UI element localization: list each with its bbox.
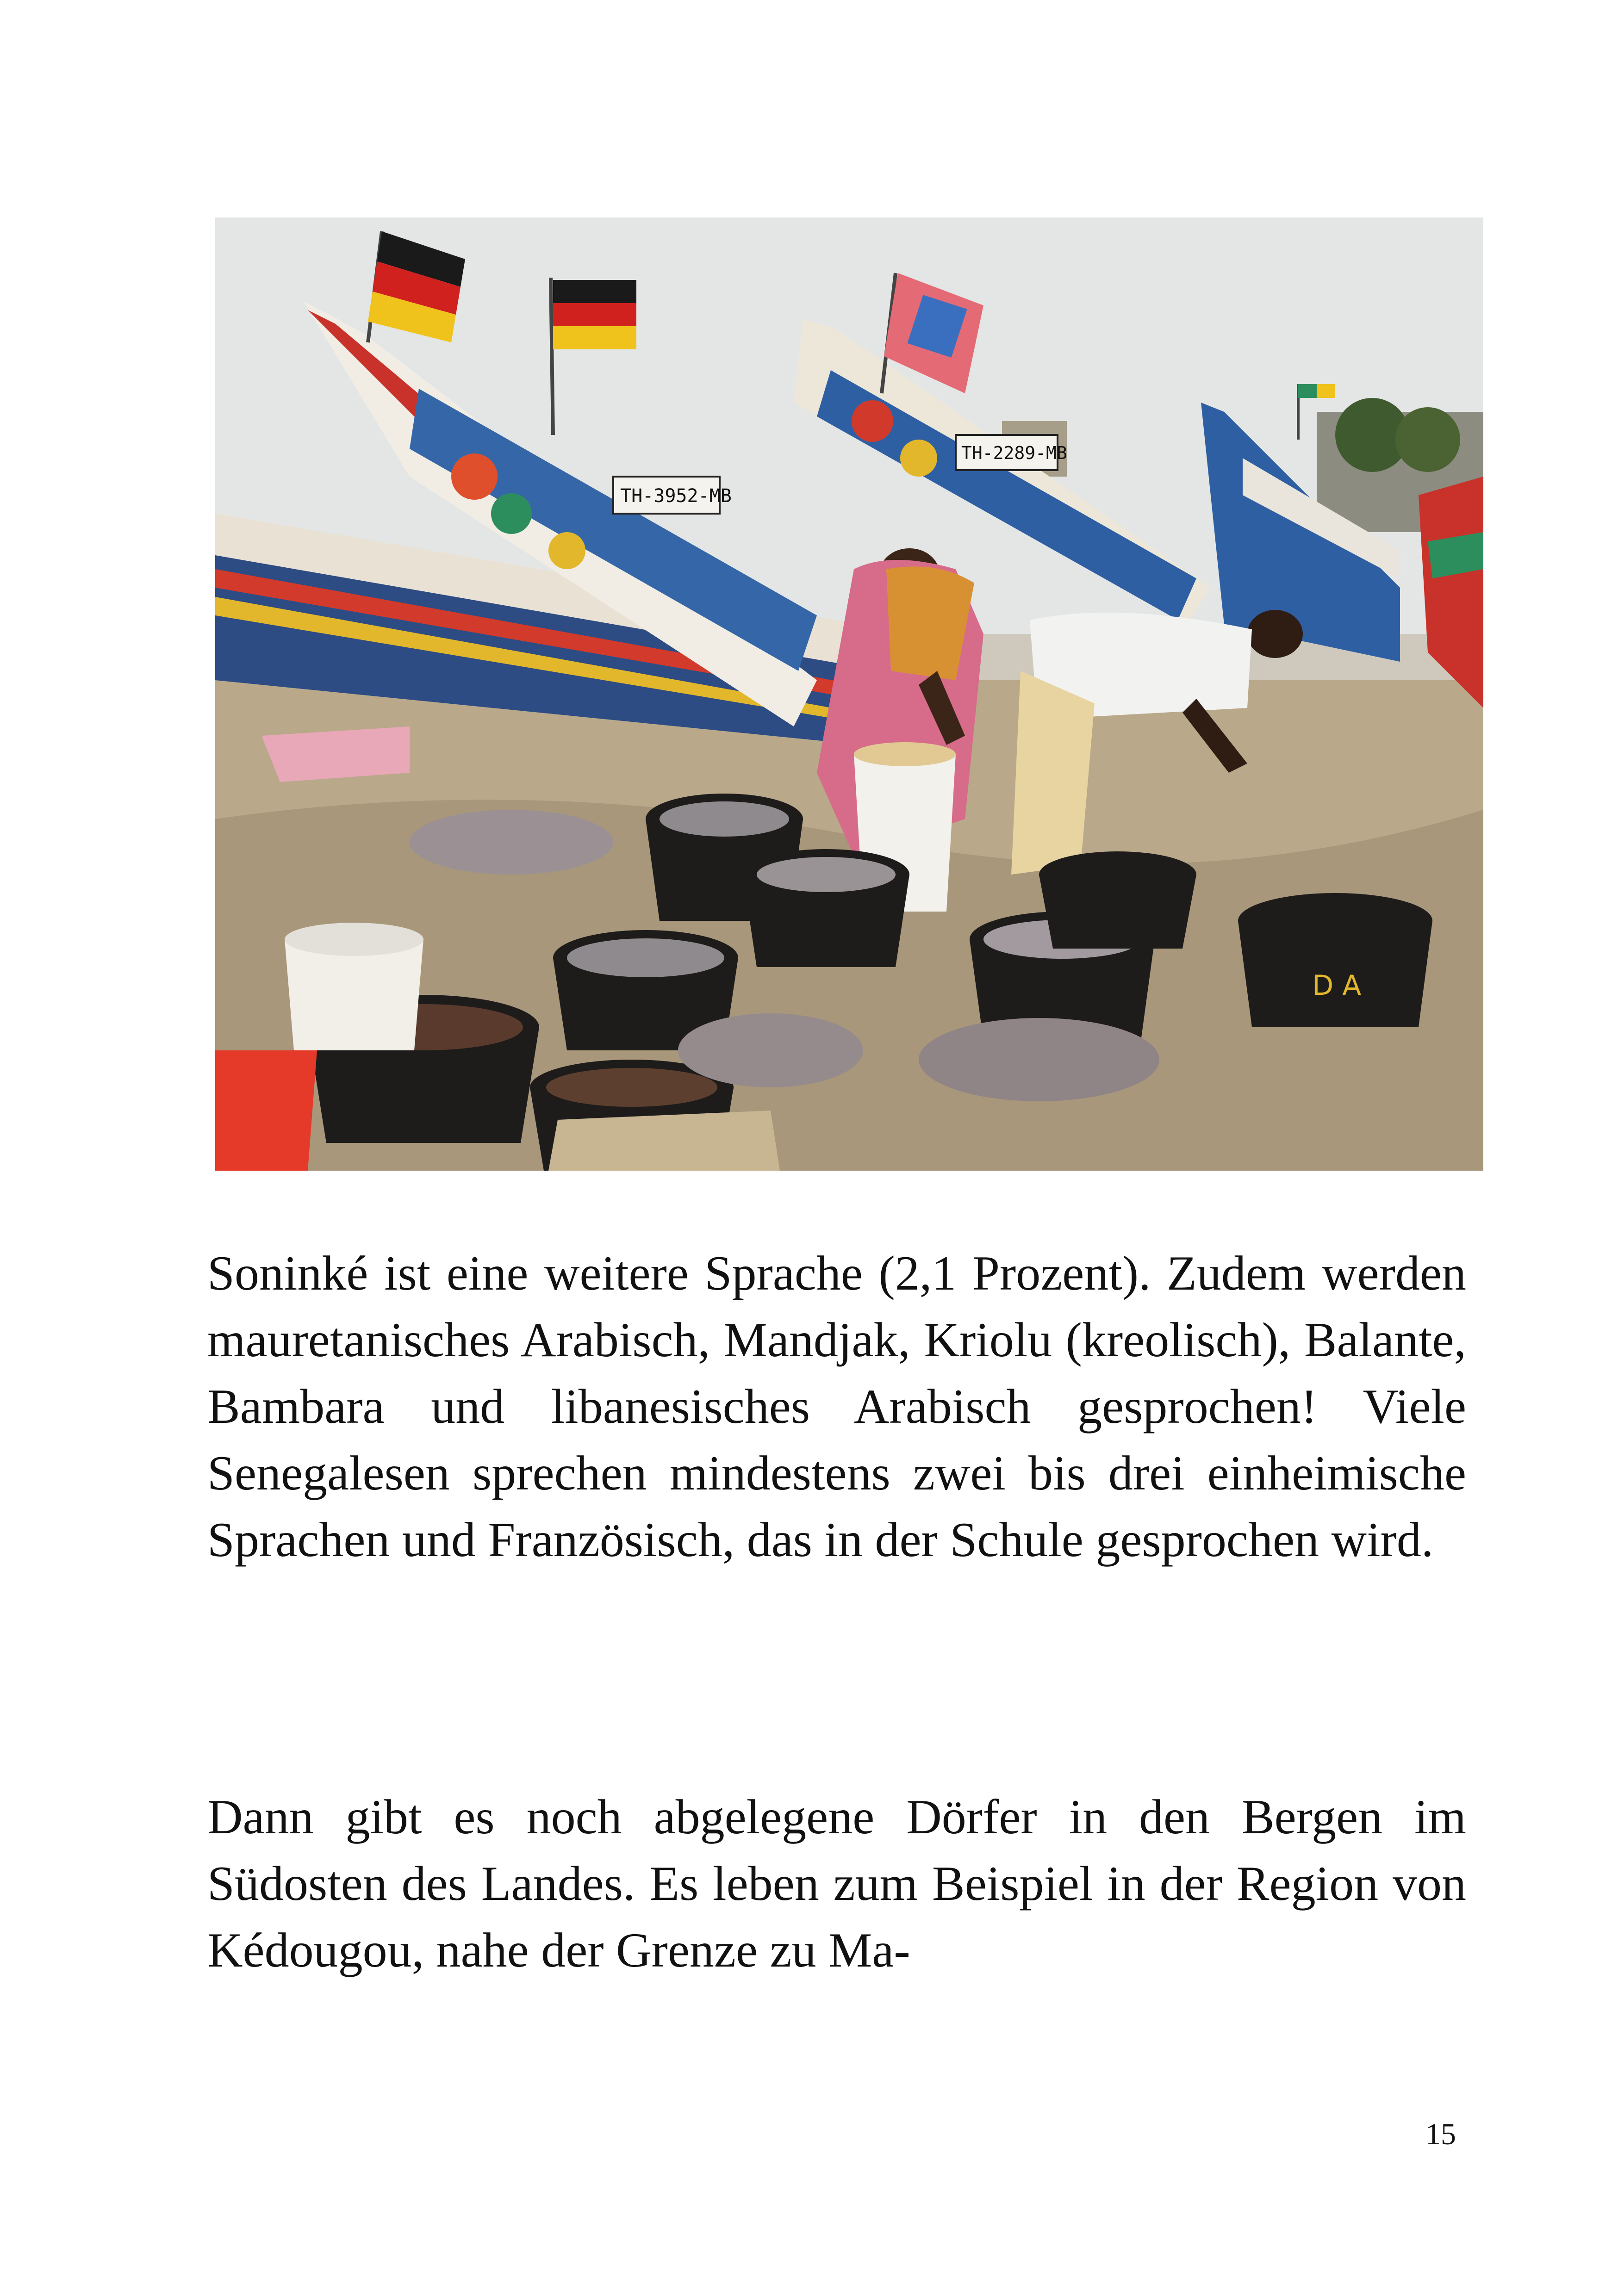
boat-label-2: TH-2289-MB [961, 443, 1067, 463]
photo-illustration [215, 217, 1483, 1171]
photo-fish-market-beach [215, 217, 1483, 1171]
paragraph-1: Soninké ist eine weitere Sprache (2,1 Prozent). Zudem werden mauretanisches Arabisch, Mandjak, Kriolu (kreolisch), Balante, Bambara und libanesisches Arabisch gesprochen! Viele Senegalesen sprechen mindestens zwei bis drei einheimische Sprachen und Französisch, das in der Schule gesprochen wird. [207, 1246, 1466, 1567]
svg-text:D A: D A [1312, 969, 1362, 1002]
paragraph-2: Dann gibt es noch abgelegene Dörfer in den Bergen im Südosten des Landes. Es leben zum Beispiel in der Region von Kédougou, nahe der Grenze zu Ma- [207, 1790, 1466, 1977]
page-number: 15 [1425, 2117, 1456, 2151]
boat-label-1: TH-3952-MB [620, 485, 732, 507]
